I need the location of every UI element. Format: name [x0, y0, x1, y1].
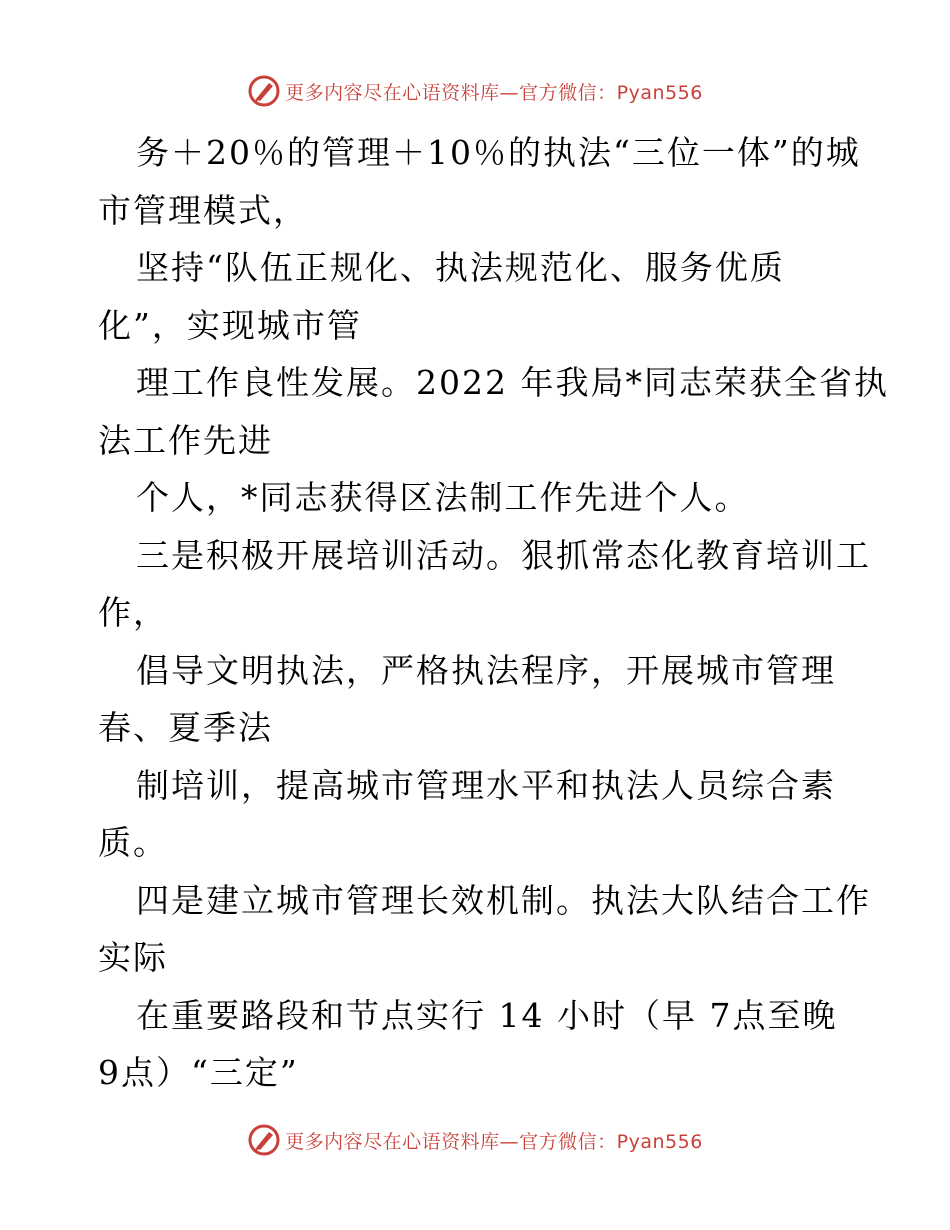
text-line: 9点）“三定”	[98, 1053, 299, 1092]
text-line: 四是建立城市管理长效机制。执法大队结合工作	[136, 880, 871, 920]
feather-pen-logo-icon	[247, 74, 281, 108]
text-line: 质。	[98, 823, 168, 862]
text-line: 坚持“队伍正规化、执法规范化、服务优质	[136, 248, 785, 287]
text-line: 春、夏季法	[98, 708, 273, 747]
text-line: 务＋20％的管理＋10％的执法“三位一体”的城	[136, 133, 861, 172]
footer-banner	[0, 1120, 950, 1160]
document-body	[98, 124, 889, 1102]
feather-pen-logo-icon	[247, 1123, 281, 1157]
text-line: 制培训，提高城市管理水平和执法人员综合素	[136, 765, 836, 805]
text-line: 个人，*同志获得区法制工作先进个人。	[136, 478, 750, 517]
text-line: 在重要路段和节点实行 14 小时（早 7点至晚	[136, 995, 838, 1035]
footer-banner-text: 更多内容尽在心语资料库—官方微信：Pyan556	[285, 1130, 703, 1153]
text-line: 市管理模式，	[98, 190, 308, 230]
text-line: 法工作先进	[98, 420, 273, 460]
text-line: 作，	[98, 593, 168, 632]
text-line: 实际	[98, 938, 168, 977]
text-line: 三是积极开展培训活动。狠抓常态化教育培训工	[136, 535, 871, 575]
text-line: 化”，实现城市管	[98, 305, 362, 345]
header-banner	[0, 71, 950, 111]
text-line: 理工作良性发展。2022 年我局*同志荣获全省执	[136, 363, 889, 402]
header-banner-text: 更多内容尽在心语资料库—官方微信：Pyan556	[285, 81, 703, 104]
text-line: 倡导文明执法，严格执法程序，开展城市管理	[136, 650, 836, 690]
